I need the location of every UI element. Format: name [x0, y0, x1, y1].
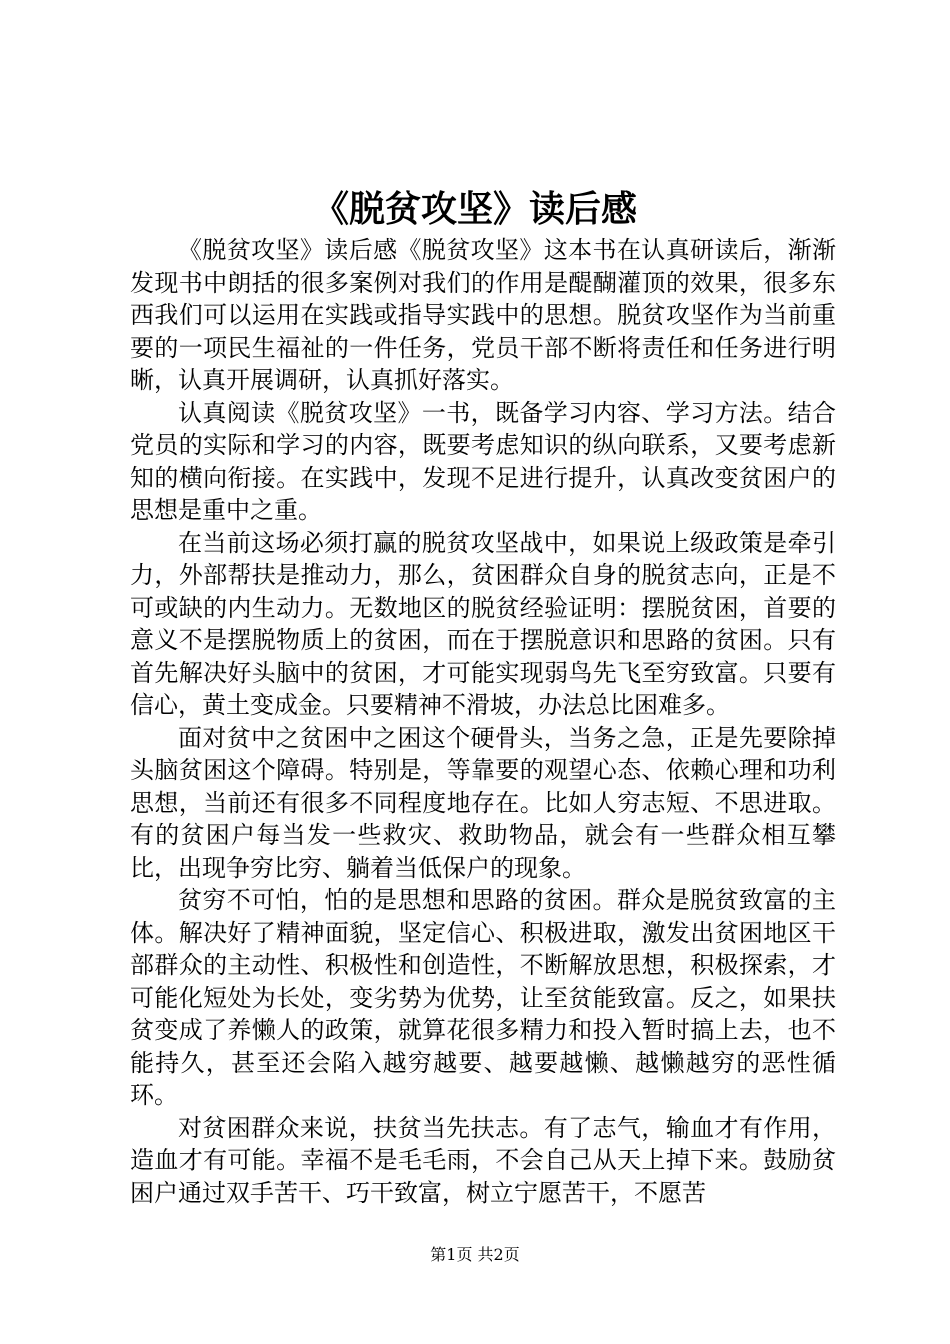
- paragraph-4: 面对贫中之贫困中之困这个硬骨头，当务之急，正是先要除掉头脑贫困这个障碍。特别是，等靠要的观望心态、依赖心理和功利思想，当前还有很多不同程度地存在。比如人穷志短、不思进取。有的贫困户每当发一些救灾、救助物品，就会有一些群众相互攀比，出现争穷比穷、躺着当低保户的现象。: [130, 723, 836, 882]
- paragraph-3: 在当前这场必须打赢的脱贫攻坚战中，如果说上级政策是牵引力，外部帮扶是推动力，那么，贫困群众自身的脱贫志向，正是不可或缺的内生动力。无数地区的脱贫经验证明：摆脱贫困，首要的意义不是摆脱物质上的贫困，而在于摆脱意识和思路的贫困。只有首先解决好头脑中的贫困，才可能实现弱鸟先飞至穷致富。只要有信心，黄土变成金。只要精神不滑坡，办法总比困难多。: [130, 528, 836, 719]
- document-body: [130, 234, 836, 1209]
- paragraph-2: 认真阅读《脱贫攻坚》一书，既备学习内容、学习方法。结合党员的实际和学习的内容，既要考虑知识的纵向联系，又要考虑新知的横向衔接。在实践中，发现不足进行提升，认真改变贫困户的思想是重中之重。: [130, 398, 836, 524]
- document-title: 《脱贫攻坚》读后感: [312, 188, 637, 230]
- paragraph-6: 对贫困群众来说，扶贫当先扶志。有了志气，输血才有作用，造血才有可能。幸福不是毛毛雨，不会自己从天上掉下来。鼓励贫困户通过双手苦干、巧干致富，树立宁愿苦干，不愿苦: [130, 1113, 836, 1207]
- page-number-footer: 第1页 共2页: [430, 1245, 520, 1264]
- paragraph-1: 《脱贫攻坚》读后感《脱贫攻坚》这本书在认真研读后，渐渐发现书中朗括的很多案例对我们的作用是醍醐灌顶的效果，很多东西我们可以运用在实践或指导实践中的思想。脱贫攻坚作为当前重要的一项民生福祉的一件任务，党员干部不断将责任和任务进行明晰，认真开展调研，认真抓好落实。: [130, 236, 836, 394]
- paragraph-5: 贫穷不可怕，怕的是思想和思路的贫困。群众是脱贫致富的主体。解决好了精神面貌，坚定信心、积极进取，激发出贫困地区干部群众的主动性、积极性和创造性，不断解放思想，积极探索，才可能化短处为长处，变劣势为优势，让至贫能致富。反之，如果扶贫变成了养懒人的政策，就算花很多精力和投入暂时搞上去，也不能持久，甚至还会陷入越穷越要、越要越懒、越懒越穷的恶性循环。: [130, 886, 836, 1109]
